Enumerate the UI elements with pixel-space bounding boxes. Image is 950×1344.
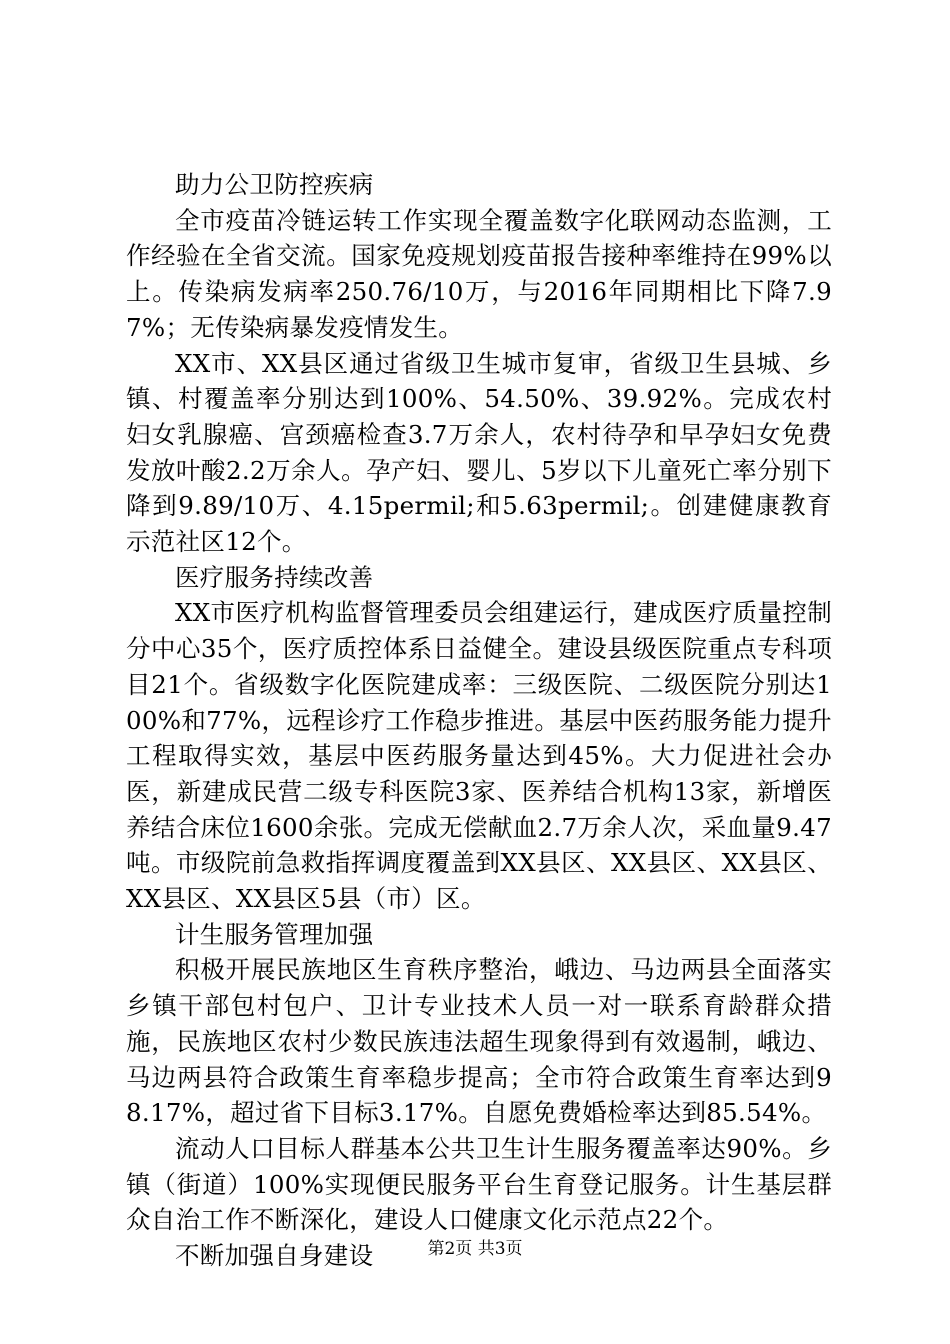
paragraph-floating-population: 流动人口目标人群基本公共卫生计生服务覆盖率达90%。乡镇（街道）100%实现便民服务平台生育登记服务。计生基层群众自治工作不断深化，建设人口健康文化示范点22个。	[126, 1133, 832, 1235]
section-heading-family-planning: 计生服务管理加强	[175, 919, 374, 949]
section-heading-public-health: 助力公卫防控疾病	[175, 170, 374, 199]
paragraph-ethnic-region-birth-order: 积极开展民族地区生育秩序整治，峨边、马边两县全面落实乡镇干部包村包户、卫计专业技术人员一对一联系育龄群众措施，民族地区农村少数民族违法超生现象得到有效遏制，峨边、马边两县符合政策生育率稳步提高；全市符合政策生育率达到98.17%，超过省下目标3.17%。自愿免费婚检率达到85.54%。	[126, 955, 832, 1128]
section-heading-self-building: 不断加强自身建设	[175, 1241, 374, 1271]
paragraph-health-city-review: XX市、XX县区通过省级卫生城市复审，省级卫生县城、乡镇、村覆盖率分别达到100%、54.50%、39.92%。完成农村妇女乳腺癌、宫颈癌检查3.7万余人，农村待孕和早孕妇女免费发放叶酸2.2万余人。孕产妇、婴儿、5岁以下儿童死亡率分别下降到9.89/10万、4.15permil;和5.63permil;。创建健康教育示范社区12个。	[126, 348, 832, 557]
paragraph-medical-quality: XX市医疗机构监督管理委员会组建运行，建成医疗质量控制分中心35个，医疗质控体系日益健全。建设县级医院重点专科项目21个。省级数字化医院建成率：三级医院、二级医院分别达100%和77%，远程诊疗工作稳步推进。基层中医药服务能力提升工程取得实效，基层中医药服务量达到45%。大力促进社会办医，新建成民营二级专科医院3家、医养结合机构13家，新增医养结合床位1600余张。完成无偿献血2.7万余人次，采血量9.47吨。市级院前急救指挥调度覆盖到XX县区、XX县区、XX县区、XX县区、XX县区5县（市）区。	[126, 598, 832, 914]
document-body	[126, 167, 832, 1274]
paragraph-vaccine-monitoring: 全市疫苗冷链运转工作实现全覆盖数字化联网动态监测，工作经验在全省交流。国家免疫规划疫苗报告接种率维持在99%以上。传染病发病率250.76/10万，与2016年同期相比下降7.97%；无传染病暴发疫情发生。	[126, 205, 832, 342]
page-footer: 第2页 共3页	[427, 1239, 523, 1259]
section-heading-medical-services: 医疗服务持续改善	[175, 562, 374, 592]
